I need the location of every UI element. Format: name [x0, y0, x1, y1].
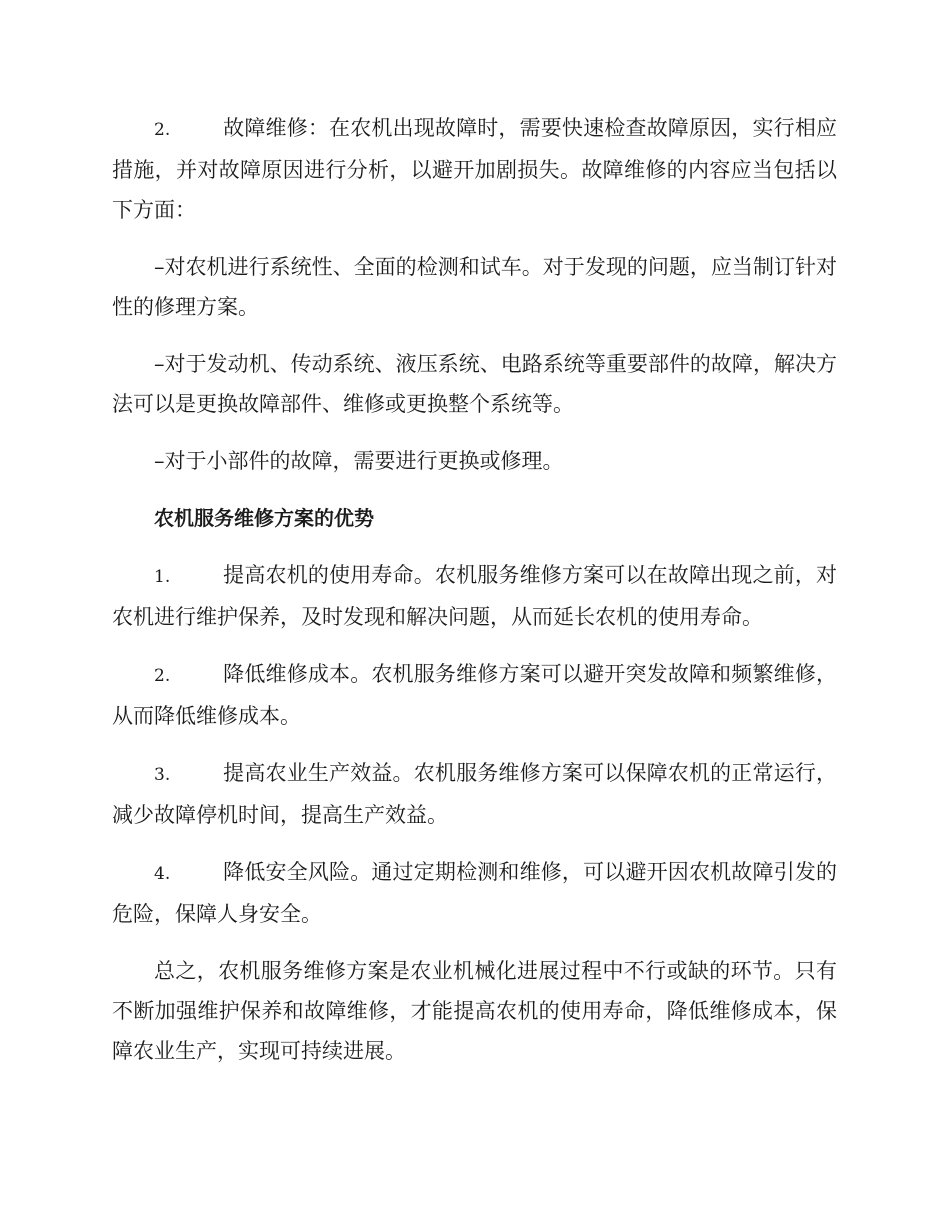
item-text: 故障维修：在农机出现故障时，需要快速检查故障原因，实行相应措施，并对故障原因进行分析，以避开加剧损失。故障维修的内容应当包括以下方面： [112, 116, 837, 222]
conclusion-paragraph: 总之，农机服务维修方案是农业机械化进展过程中不行或缺的环节。只有不断加强维护保养和故障维修，才能提高农机的使用寿命，降低维修成本，保障农业生产，实现可持续进展。 [112, 959, 837, 1063]
bullet-item: –对于发动机、传动系统、液压系统、电路系统等重要部件的故障，解决方法可以是更换故障部件、维修或更换整个系统等。 [112, 352, 837, 416]
item-text: 提高农业生产效益。农机服务维修方案可以保障农机的正常运行，减少故障停机时间，提高生产效益。 [112, 761, 837, 827]
bullet-item: –对农机进行系统性、全面的检测和试车。对于发现的问题，应当制订针对性的修理方案。 [112, 255, 837, 319]
item-number: 3. [154, 765, 171, 785]
item-number: 2. [154, 666, 171, 686]
item-number: 4. [154, 864, 171, 884]
item-text: 降低安全风险。通过定期检测和维修，可以避开因农机故障引发的危险，保障人身安全。 [112, 860, 837, 926]
advantage-item [112, 852, 837, 934]
item-number: 2. [154, 120, 171, 140]
fault-repair-paragraph [112, 108, 837, 230]
item-number: 1. [154, 567, 171, 587]
advantage-item [112, 753, 837, 835]
item-text: 提高农机的使用寿命。农机服务维修方案可以在故障出现之前，对农机进行维护保养，及时发现和解决问题，从而延长农机的使用寿命。 [112, 563, 837, 629]
item-text: 降低维修成本。农机服务维修方案可以避开突发故障和频繁维修，从而降低维修成本。 [112, 662, 837, 728]
bullet-item: –对于小部件的故障，需要进行更换或修理。 [154, 449, 564, 473]
advantage-item [112, 654, 837, 736]
advantage-item [112, 555, 837, 637]
section-heading: 农机服务维修方案的优势 [154, 506, 374, 530]
document-page [112, 108, 837, 1088]
